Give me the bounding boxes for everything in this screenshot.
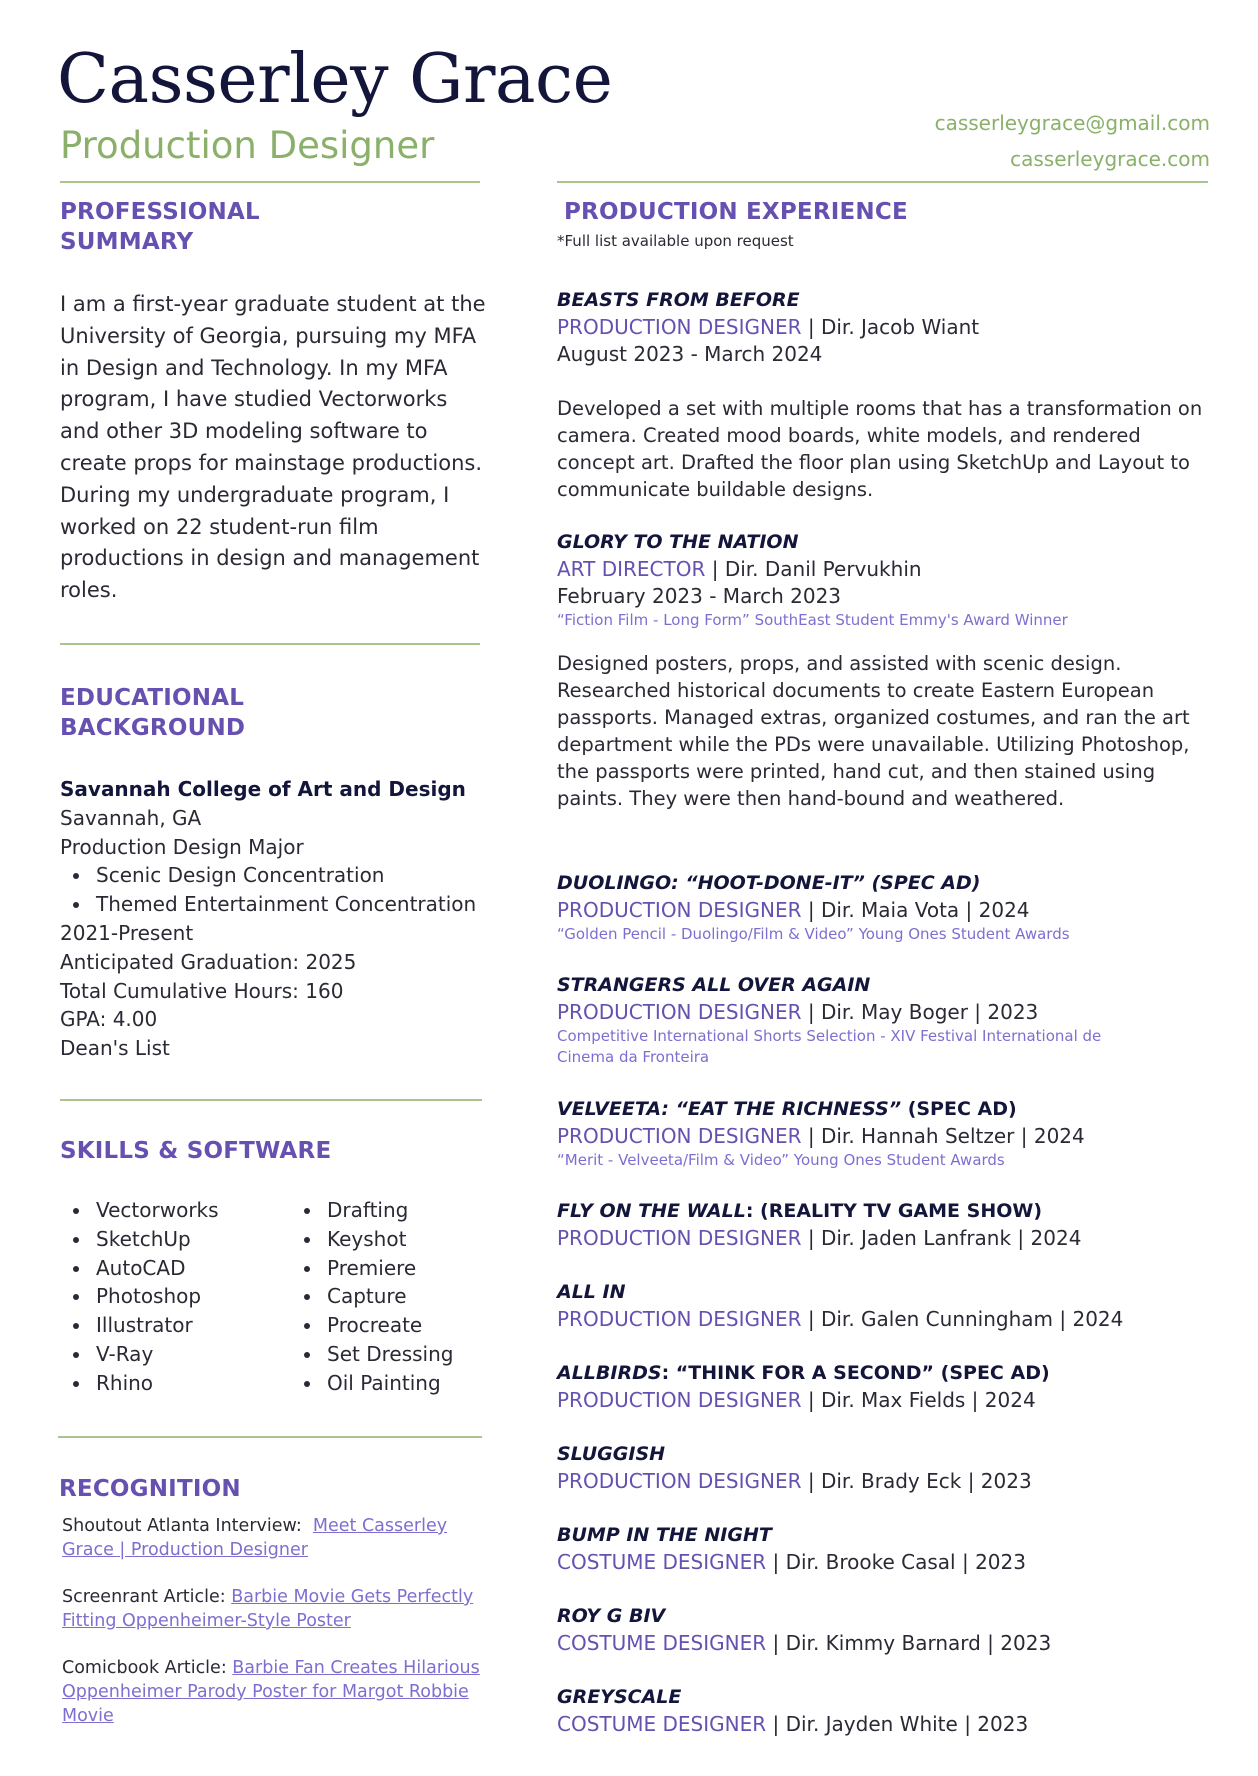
project-role: PRODUCTION DESIGNER	[557, 1124, 802, 1148]
resume-job-title: Production Designer	[60, 124, 435, 167]
school-name: Savannah College of Art and Design	[60, 777, 466, 801]
skills-heading: SKILLS & SOFTWARE	[60, 1138, 332, 1164]
project-credit	[557, 1468, 1207, 1495]
summary-text: I am a first-year graduate student at the University of Georgia, pursuing my MFA in Design and Technology. In my MFA program, I have studied Vectorworks and other 3D modeling software to create props for mainstage productions. During my undergraduate program, I worked on 22 student-run film productions in design and management roles.	[60, 292, 486, 603]
divider	[60, 1099, 482, 1101]
cumulative-hours: Total Cumulative Hours: 160	[60, 978, 344, 1003]
skill-item: Capture	[291, 1282, 453, 1311]
project-details: | Dir. Brooke Casal | 2023	[766, 1550, 1026, 1574]
project-details: | Dir. Jacob Wiant	[801, 315, 980, 339]
project-details: | Dir. Jaden Lanfrank | 2024	[801, 1226, 1082, 1250]
skill-item: Vectorworks	[60, 1196, 219, 1225]
project-title: FLY ON THE WALL: (REALITY TV GAME SHOW)	[557, 1200, 1043, 1222]
project-entry	[557, 1360, 1207, 1414]
project-title: STRANGERS ALL OVER AGAIN	[557, 974, 871, 996]
project-role: COSTUME DESIGNER	[557, 1550, 767, 1574]
skills-column-1	[60, 1196, 219, 1398]
education-years: 2021-Present	[60, 920, 194, 945]
project-role: PRODUCTION DESIGNER	[557, 1000, 802, 1024]
project-entry	[557, 1096, 1207, 1171]
project-credit	[557, 897, 1207, 924]
project-role: COSTUME DESIGNER	[557, 1712, 767, 1736]
skill-item: Drafting	[291, 1196, 453, 1225]
project-details: | Dir. Jayden White | 2023	[766, 1712, 1029, 1736]
project-title: SLUGGISH	[557, 1443, 666, 1465]
project-dates: August 2023 - March 2024	[557, 342, 823, 366]
project-details: | Dir. May Boger | 2023	[801, 1000, 1039, 1024]
recognition-link[interactable]: Barbie Movie Gets Perfectly Fitting Oppenheimer-Style Poster	[62, 1587, 474, 1631]
project-role: PRODUCTION DESIGNER	[557, 315, 802, 339]
recognition-section	[62, 1514, 492, 1751]
project-credit	[557, 999, 1207, 1026]
project-credit	[557, 1711, 1207, 1738]
project-entry	[557, 1684, 1207, 1738]
recognition-item	[62, 1656, 492, 1728]
project-credit	[557, 1306, 1207, 1333]
project-award: “Merit - Velveeta/Film & Video” Young Ones Student Awards	[557, 1151, 1005, 1169]
project-award: “Fiction Film - Long Form” SouthEast Student Emmy's Award Winner	[557, 611, 1068, 629]
major: Production Design Major	[60, 834, 304, 859]
recognition-label: Comicbook Article:	[62, 1658, 227, 1678]
skill-item: Keyshot	[291, 1225, 453, 1254]
project-details: | Dir. Hannah Seltzer | 2024	[801, 1124, 1085, 1148]
project-title: BEASTS FROM BEFORE	[557, 289, 800, 311]
skill-item: Photoshop	[60, 1282, 219, 1311]
divider	[557, 181, 1208, 183]
project-description: Developed a set with multiple rooms that has a transformation on camera. Created mood boards, white models, and rendered concept art. Drafted the floor plan using SketchUp and Layout to communicate buildable designs.	[557, 397, 1203, 501]
project-title: ALL IN	[557, 1281, 626, 1303]
divider	[60, 643, 480, 645]
project-details: | Dir. Max Fields | 2024	[801, 1388, 1036, 1412]
project-role: PRODUCTION DESIGNER	[557, 1307, 802, 1331]
honors: Dean's List	[60, 1036, 170, 1061]
recognition-link[interactable]: Meet Casserley Grace | Production Designer	[62, 1516, 448, 1560]
project-entry	[557, 529, 1207, 812]
project-entry	[557, 972, 1207, 1068]
project-credit	[557, 556, 1207, 583]
project-title: ROY G BIV	[557, 1605, 666, 1627]
project-credit	[557, 1630, 1207, 1657]
project-award: “Golden Pencil - Duolingo/Film & Video” Young Ones Student Awards	[557, 925, 1070, 943]
project-entry	[557, 1603, 1207, 1657]
divider	[58, 1436, 482, 1438]
summary-heading: PROFESSIONAL SUMMARY	[60, 199, 260, 255]
recognition-label: Screenrant Article:	[62, 1587, 226, 1607]
project-entry	[557, 1198, 1207, 1252]
education-heading: EDUCATIONAL BACKGROUND	[60, 685, 246, 741]
project-title: VELVEETA: “EAT THE RICHNESS” (SPEC AD)	[557, 1098, 1017, 1120]
project-entry	[557, 1441, 1207, 1495]
project-title: GLORY TO THE NATION	[557, 531, 799, 553]
website-address[interactable]: casserleygrace.com	[1010, 147, 1210, 171]
project-entry	[557, 1279, 1207, 1333]
skill-item: Illustrator	[60, 1311, 219, 1340]
project-role: COSTUME DESIGNER	[557, 1631, 767, 1655]
gpa: GPA: 4.00	[60, 1007, 158, 1032]
skill-item: Oil Painting	[291, 1369, 453, 1398]
divider	[60, 181, 480, 183]
project-details: | Dir. Kimmy Barnard | 2023	[766, 1631, 1052, 1655]
project-credit	[557, 314, 1207, 341]
graduation-date: Anticipated Graduation: 2025	[60, 949, 357, 974]
experience-note: *Full list available upon request	[557, 232, 794, 250]
education-section	[60, 775, 490, 1063]
concentration-list	[60, 861, 490, 919]
project-entry	[557, 287, 1207, 503]
project-credit	[557, 1387, 1207, 1414]
project-details: | Dir. Maia Vota | 2024	[801, 898, 1030, 922]
list-item: Scenic Design Concentration	[60, 861, 490, 890]
skill-item: Procreate	[291, 1311, 453, 1340]
project-title: DUOLINGO: “HOOT-DONE-IT” (SPEC AD)	[557, 872, 981, 894]
project-award: Competitive International Shorts Selection - XIV Festival International de Cinema da Fronteira	[557, 1027, 1102, 1066]
skill-item: Premiere	[291, 1254, 453, 1283]
project-credit	[557, 1123, 1207, 1150]
project-description: Designed posters, props, and assisted with scenic design. Researched historical documents to create Eastern European passports. Managed extras, organized costumes, and ran the art department while the PDs were unavailable. Utilizing Photoshop, the passports were printed, hand cut, and then stained using paints. They were then hand-bound and weathered.	[557, 652, 1190, 810]
recognition-item	[62, 1514, 492, 1562]
skill-item: V-Ray	[60, 1340, 219, 1369]
project-credit	[557, 1225, 1207, 1252]
skill-item: Rhino	[60, 1369, 219, 1398]
resume-name: Casserley Grace	[57, 40, 613, 119]
skills-column-2	[291, 1196, 453, 1398]
project-details: | Dir. Galen Cunningham | 2024	[801, 1307, 1124, 1331]
project-role: PRODUCTION DESIGNER	[557, 898, 802, 922]
project-title: ALLBIRDS: “THINK FOR A SECOND” (SPEC AD)	[557, 1362, 1050, 1384]
project-role: PRODUCTION DESIGNER	[557, 1388, 802, 1412]
project-dates: February 2023 - March 2023	[557, 584, 842, 608]
experience-heading: PRODUCTION EXPERIENCE	[564, 199, 908, 225]
recognition-label: Shoutout Atlanta Interview:	[62, 1516, 302, 1536]
recognition-heading: RECOGNITION	[59, 1476, 241, 1502]
project-credit	[557, 1549, 1207, 1576]
project-entry	[557, 870, 1207, 945]
project-details: | Dir. Brady Eck | 2023	[801, 1469, 1032, 1493]
project-role: PRODUCTION DESIGNER	[557, 1469, 802, 1493]
project-details: | Dir. Danil Pervukhin	[705, 557, 922, 581]
skill-item: Set Dressing	[291, 1340, 453, 1369]
project-entry	[557, 1522, 1207, 1576]
skill-item: SketchUp	[60, 1225, 219, 1254]
school-location: Savannah, GA	[60, 805, 202, 830]
recognition-item	[62, 1585, 492, 1633]
skill-item: AutoCAD	[60, 1254, 219, 1283]
project-title: GREYSCALE	[557, 1686, 682, 1708]
project-title: BUMP IN THE NIGHT	[557, 1524, 772, 1546]
email-address[interactable]: casserleygrace@gmail.com	[934, 111, 1210, 135]
project-role: ART DIRECTOR	[557, 557, 706, 581]
recognition-link[interactable]: Barbie Fan Creates Hilarious Oppenheimer Parody Poster for Margot Robbie Movie	[62, 1658, 480, 1726]
project-role: PRODUCTION DESIGNER	[557, 1226, 802, 1250]
list-item: Themed Entertainment Concentration	[60, 890, 490, 919]
